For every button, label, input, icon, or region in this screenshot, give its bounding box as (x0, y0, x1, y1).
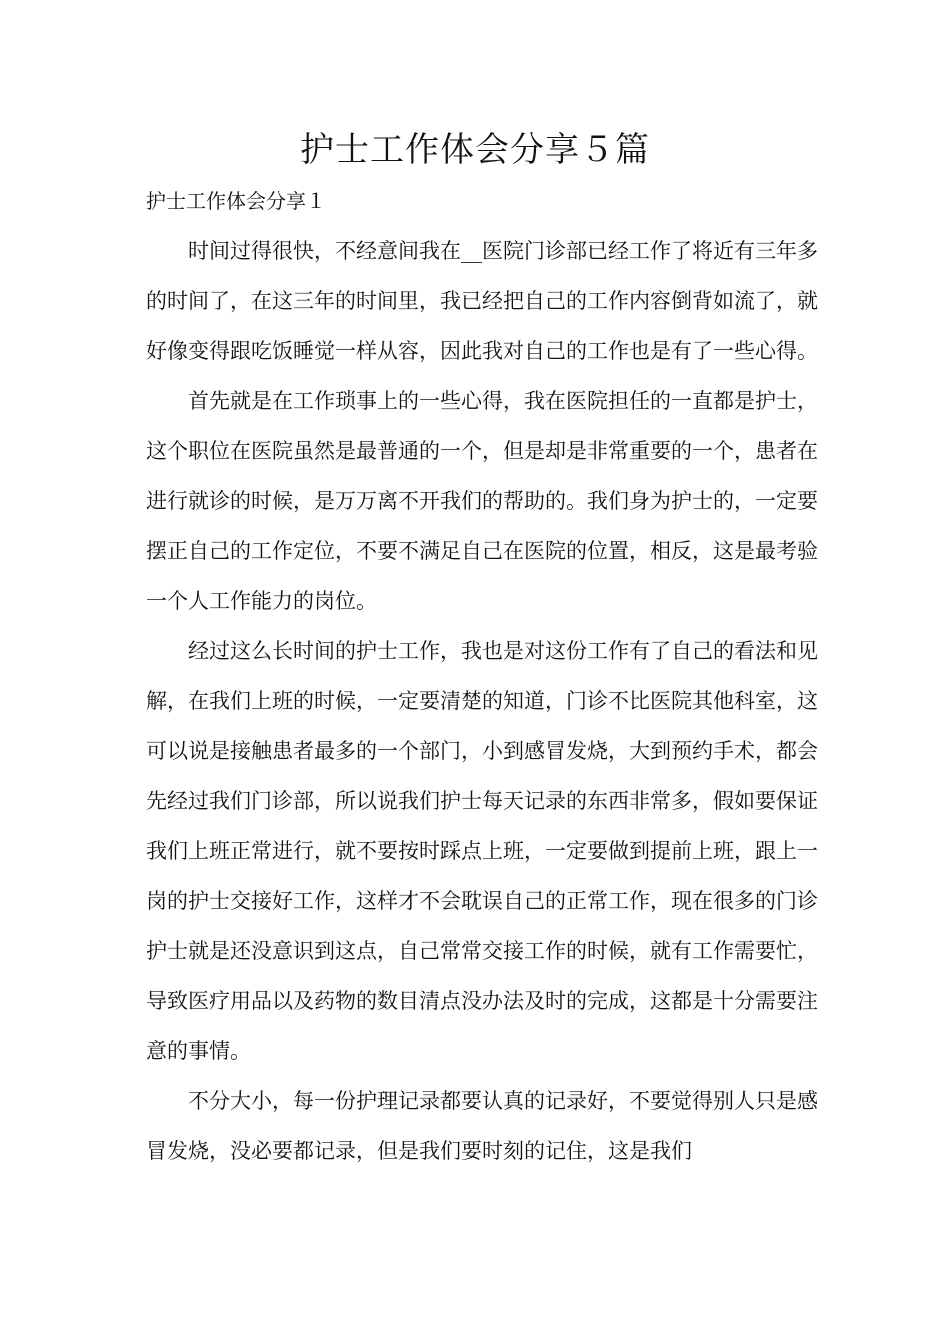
paragraph: 经过这么长时间的护士工作，我也是对这份工作有了自己的看法和见解，在我们上班的时候，一定要清楚的知道，门诊不比医院其他科室，这可以说是接触患者最多的一个部门，小到感冒发烧，大到预约手术，都会先经过我们门诊部，所以说我们护士每天记录的东西非常多，假如要保证我们上班正常进行，就不要按时踩点上班，一定要做到提前上班，跟上一岗的护士交接好工作，这样才不会耽误自己的正常工作，现在很多的门诊护士就是还没意识到这点，自己常常交接工作的时候，就有工作需要忙，导致医疗用品以及药物的数目清点没办法及时的完成，这都是十分需要注意的事情。 (146, 639, 818, 1063)
body-text (146, 226, 818, 1176)
document-title: 护士工作体会分享５篇 (300, 130, 650, 170)
paragraph: 时间过得很快，不经意间我在__医院门诊部已经工作了将近有三年多的时间了，在这三年的时间里，我已经把自己的工作内容倒背如流了，就好像变得跟吃饭睡觉一样从容，因此我对自己的工作也是有了一些心得。 (146, 239, 818, 363)
paragraph: 不分大小，每一份护理记录都要认真的记录好，不要觉得别人只是感冒发烧，没必要都记录，但是我们要时刻的记住，这是我们 (146, 1089, 818, 1163)
paragraph: 首先就是在工作琐事上的一些心得，我在医院担任的一直都是护士，这个职位在医院虽然是最普通的一个，但是却是非常重要的一个，患者在进行就诊的时候，是万万离不开我们的帮助的。我们身为护士的，一定要摆正自己的工作定位，不要不满足自己在医院的位置，相反，这是最考验一个人工作能力的岗位。 (146, 389, 818, 613)
section-heading: 护士工作体会分享１ (146, 189, 326, 213)
